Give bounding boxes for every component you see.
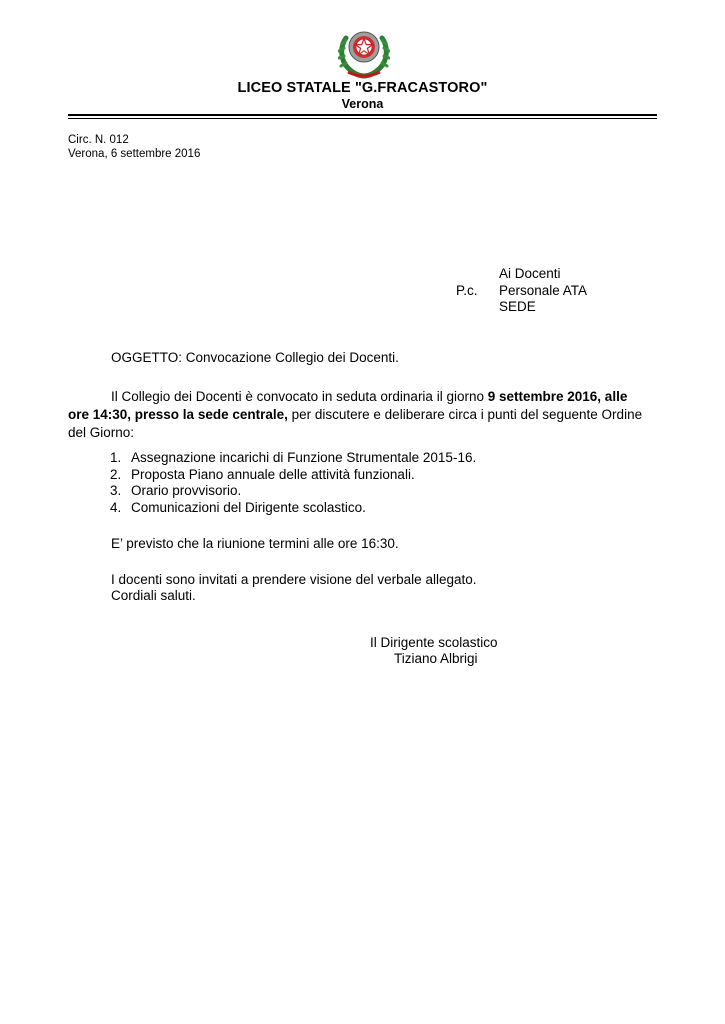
agenda-item — [110, 450, 476, 465]
header-divider-thin — [68, 118, 657, 119]
agenda-text: Orario provvisorio. — [131, 483, 242, 498]
school-name: LICEO STATALE "G.FRACASTORO" — [237, 80, 488, 96]
agenda-item — [110, 483, 241, 498]
subject-line: OGGETTO: Convocazione Collegio dei Docenti. — [111, 350, 399, 365]
recipient-ata: Personale ATA — [499, 283, 588, 298]
meeting-end-note: E’ previsto che la riunione termini alle ore 16:30. — [111, 536, 399, 551]
header-divider — [68, 114, 657, 116]
body-bold-date: 9 settembre 2016, alle ore 14:30, presso la sede centrale, — [68, 389, 628, 422]
agenda-text: Comunicazioni del Dirigente scolastico. — [131, 500, 366, 515]
recipient-teachers: Ai Docenti — [499, 266, 561, 281]
body-paragraph-main — [68, 388, 650, 442]
agenda-number: 2. — [110, 467, 122, 482]
body-text-end: per discutere e deliberare circa i punti del seguente Ordine del Giorno: — [68, 407, 643, 440]
body-text: Il Collegio dei Docenti è convocato in seduta ordinaria il giorno — [111, 389, 488, 404]
closing-greeting: Cordiali saluti. — [111, 588, 196, 603]
agenda-text: Assegnazione incarichi di Funzione Strumentale 2015-16. — [131, 450, 477, 465]
recipient-sede: SEDE — [499, 299, 536, 314]
school-city: Verona — [341, 97, 384, 111]
attachment-note: I docenti sono invitati a prendere visione del verbale allegato. — [111, 572, 477, 587]
agenda-number: 1. — [110, 450, 122, 465]
agenda-text: Proposta Piano annuale delle attività funzionali. — [131, 467, 415, 482]
circular-number: Circ. N. 012 — [68, 134, 129, 146]
agenda-item — [110, 500, 366, 515]
recipient-pc-label: P.c. — [456, 283, 478, 298]
agenda-number: 3. — [110, 483, 122, 498]
document-date: Verona, 6 settembre 2016 — [68, 148, 201, 160]
agenda-number: 4. — [110, 500, 122, 515]
agenda-item — [110, 467, 415, 482]
signature-name: Tiziano Albrigi — [394, 651, 478, 666]
republic-emblem-icon — [338, 24, 390, 80]
signature-role: Il Dirigente scolastico — [370, 635, 498, 650]
